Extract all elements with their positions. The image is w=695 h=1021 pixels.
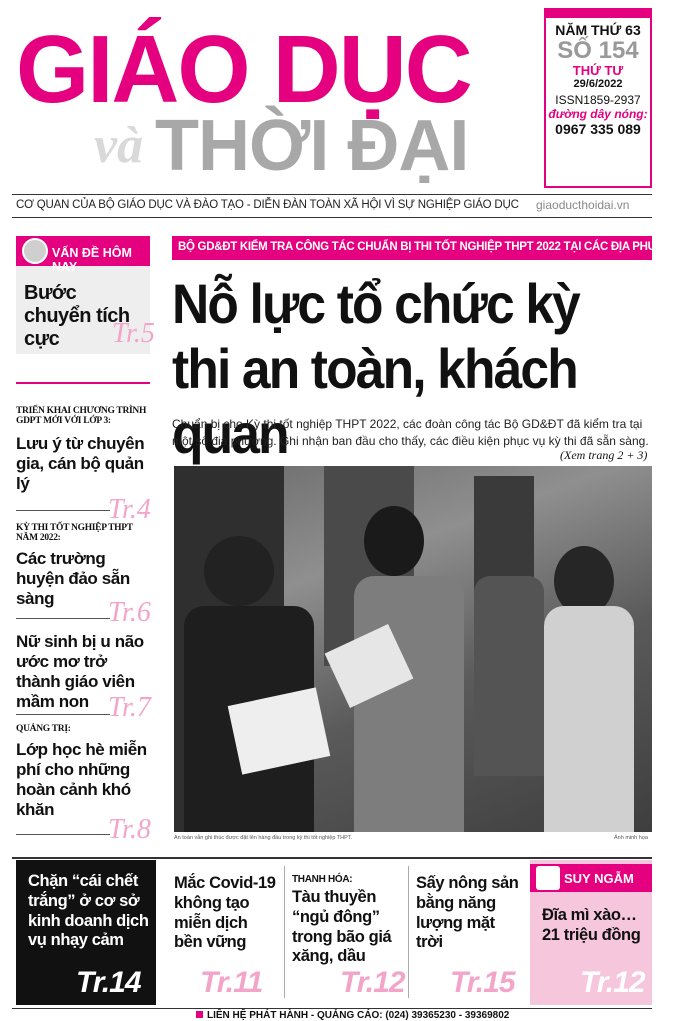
bottom-item-3-page: Tr.12 [340, 966, 405, 999]
bottom-item-3-title: Tàu thuyền “ngủ đông” trong bão giá xăng, dầu [292, 888, 392, 966]
masthead-logo-va: và [94, 117, 144, 174]
footer-rule [12, 1008, 652, 1009]
website-link[interactable]: giaoducthoidai.vn [536, 198, 630, 212]
reflection-label: SUY NGẪM [530, 864, 652, 892]
side-item-3-page: Tr.7 [108, 692, 151, 723]
side-item-4-page: Tr.8 [108, 814, 151, 845]
bottom-divider-2 [408, 866, 409, 998]
bottom-item-3[interactable] [290, 860, 404, 1005]
bottom-item-2-page: Tr.11 [200, 966, 263, 999]
side-item-4-kicker: QUẢNG TRỊ: [16, 724, 71, 734]
footer-contact [196, 1010, 509, 1021]
main-headline[interactable]: Nỗ lực tổ chức kỳ thi an toàn, khách quan [172, 272, 579, 465]
photo-caption: An toàn vẫn ghi thúc được đặt lên hàng đầu trong kỳ thi tốt nghiệp THPT. [174, 835, 353, 841]
bottom-item-4[interactable] [414, 860, 524, 1005]
footer-bullet-icon [196, 1011, 203, 1018]
side-item-2-title[interactable]: Các trường huyện đảo sẵn sàng [16, 549, 130, 609]
hotline-number: 0967 335 089 [555, 121, 641, 138]
globe-icon [22, 238, 48, 264]
side-item-2-rule [16, 618, 110, 619]
left-column-rule [16, 382, 150, 384]
masthead-rule [12, 194, 652, 195]
reading-person-icon [536, 866, 560, 890]
side-item-2-page: Tr.6 [108, 597, 151, 628]
bottom-item-2[interactable] [170, 860, 280, 1005]
bottom-item-1-page: Tr.14 [76, 966, 141, 999]
bottom-row-rule [12, 857, 652, 859]
hotline-label: đường dây nóng: [548, 107, 648, 122]
issue-weekday: THỨ TƯ [572, 63, 624, 79]
side-item-3-title[interactable]: Nữ sinh bị u não ước mơ trở thành giáo viên mầm non [16, 632, 144, 712]
issue-number: SỐ 154 [557, 37, 639, 64]
bottom-item-4-page: Tr.15 [450, 966, 515, 999]
bottom-item-1[interactable] [16, 860, 156, 1005]
footer-contact-text: LIÊN HỆ PHÁT HÀNH - QUẢNG CÁO: (024) 39365230 - 39369802 [207, 1010, 510, 1021]
side-item-1-rule [16, 510, 110, 511]
today-issue-label: VẤN ĐỀ HÔM NAY [16, 240, 150, 266]
bottom-divider-1 [284, 866, 285, 998]
today-issue-page: Tr.5 [112, 318, 155, 349]
today-issue-title-text: Bước chuyển tích cực [24, 282, 130, 350]
bottom-item-5-page: Tr.12 [580, 966, 645, 999]
issue-year: NĂM THỨ 63 [555, 22, 641, 38]
bottom-item-2-title: Mắc Covid-19 không tạo miễn dịch bền vững [174, 874, 276, 952]
masthead-logo-bottom: THỜI ĐẠI [155, 106, 469, 186]
masthead-tagline: CƠ QUAN CỦA BỘ GIÁO DỤC VÀ ĐÀO TẠO - DIỄN ĐÀN TOÀN XÃ HỘI VÌ SỰ NGHIỆP GIÁO DỤC [16, 199, 519, 211]
main-summary: Chuẩn bị cho Kỳ thi tốt nghiệp THPT 2022, các đoàn công tác Bộ GD&ĐT đã kiểm tra tại một số địa phương. Ghi nhận ban đầu cho thấy, các điều kiện phục vụ kỳ thi đã sẵn sàng. [172, 417, 649, 448]
masthead-logo-top: GIÁO DỤC [16, 16, 471, 123]
main-photo [174, 466, 652, 832]
side-item-3-rule [16, 714, 110, 715]
see-page-ref: (Xem trang 2 + 3) [560, 448, 648, 462]
side-item-1-title[interactable]: Lưu ý từ chuyên gia, cán bộ quản lý [16, 434, 145, 494]
issue-date: 29/6/2022 [573, 78, 623, 91]
bottom-item-1-title: Chặn “cái chết trắng” ở cơ sở kinh doanh dịch vụ nhạy cảm [28, 872, 149, 950]
side-item-4-rule [16, 834, 110, 835]
side-item-1-kicker: TRIỂN KHAI CHƯƠNG TRÌNH GDPT MỚI VỚI LỚP 3: [16, 406, 147, 427]
bottom-item-4-title: Sấy nông sản bằng năng lượng mặt trời [416, 874, 519, 952]
side-item-2-kicker: KỲ THI TỐT NGHIỆP THPT NĂM 2022: [16, 523, 133, 544]
tagline-rule [12, 217, 652, 218]
issue-issn: ISSN1859-2937 [555, 93, 641, 108]
side-item-1-page: Tr.4 [108, 494, 151, 525]
issue-info-box [544, 8, 652, 188]
photo-credit: Ảnh minh họa [614, 835, 648, 841]
side-item-4-title[interactable]: Lớp học hè miễn phí cho những hoàn cảnh khó khăn [16, 740, 147, 820]
bottom-item-3-kicker: THANH HÓA: [292, 874, 353, 885]
main-kicker: BỘ GD&ĐT KIỂM TRA CÔNG TÁC CHUẨN BỊ THI TỐT NGHIỆP THPT 2022 TẠI CÁC ĐỊA PHƯƠNG: [172, 236, 652, 260]
bottom-item-5-title: Đĩa mì xào… 21 triệu đồng [542, 906, 641, 944]
